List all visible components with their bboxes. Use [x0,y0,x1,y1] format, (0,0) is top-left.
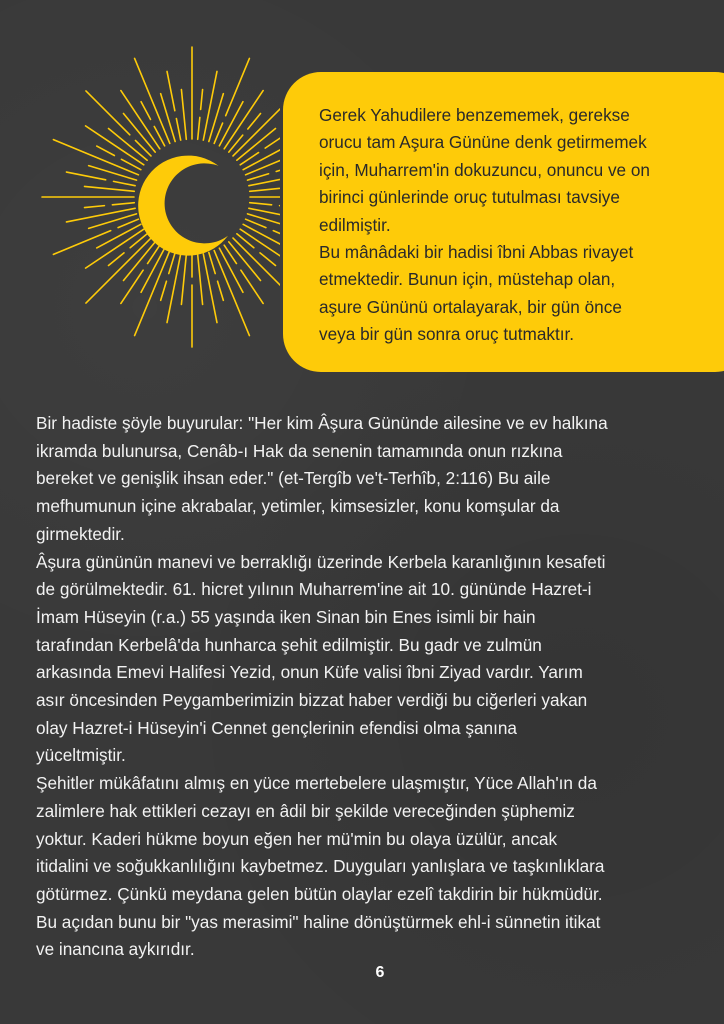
sun-ray [135,140,151,156]
sun-ray [248,114,261,129]
sun-ray [97,146,115,155]
sun-ray [226,58,250,115]
sun-ray [141,102,150,120]
sun-ray [85,206,105,208]
sun-ray [250,203,272,205]
sun-ray [241,270,263,303]
sun-ray [112,203,134,205]
sun-ray [203,71,217,140]
sun-ray [198,117,200,139]
sun-ray [86,126,144,165]
sun-ray [265,126,280,148]
sun-ray [214,123,222,143]
sun-ray [250,186,280,191]
sun-ray [224,91,263,149]
crescent-moon-icon [138,156,228,256]
sun-ray [169,253,175,274]
sun-ray [276,166,280,172]
callout-box [283,72,724,372]
sun-ray [167,71,175,110]
callout-text: Gerek Yahudilere benzememek, gerekse orucu tam Aşura Gününe denk getirmemek için, Muharrem'in dokuzuncu, onuncu ve on birinci günlerinde oruç tutulması tavsiye edilmiştir. Bu mânâdaki bir hadisi îbni Abbas rivayet etmektedir. Bunun için, müstehap olan, aşure Gününü ortalayarak, bir gün önce veya bir gün sonra oruç tutmaktır. [319,105,650,345]
sun-ray [214,251,249,336]
sun-ray [209,253,215,274]
sun-ray [135,251,170,336]
sun-ray [66,172,105,180]
sun-ray [86,238,151,303]
sun-ray [176,119,180,141]
sun-ray [181,255,186,305]
sun-ray [248,174,269,180]
sun-ray [260,253,275,266]
sun-ray [121,91,160,149]
sun-ray [85,186,135,191]
sun-ray [135,58,170,143]
sun-ray [53,231,110,255]
page-number: 6 [375,964,385,981]
sun-ray [86,229,144,268]
sun-ray [203,254,217,323]
sun-ray [161,281,167,300]
sun-ray [246,219,266,227]
sun-ray [118,219,138,227]
sun-ray [198,255,203,305]
sun-ray [167,254,181,323]
body-text: Bir hadiste şöyle buyurular: "Her kim Âşura Gününde ailesine ve ev halkına ikramda bulunursa, Cenâb-ı Hak da senenin tamamında onun rızkına bereket ve genişlik ihsan eder." (et-Tergîb ve't-Terhîb, 2:116) Bu aile mefhumunun içine akrabalar, yetimler, kimsesizler, konu komşular da girmektedir. Âşura gününün manevi ve berraklığı üzerinde Kerbela karanlığının kesafeti de görülmektedir. 61. hicret yılının Muharrem'ine ait 10. gününde Hazret-i İmam Hüseyin (r.a.) 55 yaşında iken Sinan bin Enes isimli bir hain tarafından Kerbelâ'da hunharca şehit edilmiştir. Bu gadr ve zulmün arkasında Emevi Halifesi Yezid, onun Küfe valisi îbni Ziyad vardır. Yarım asır öncesinden Peygamberimizin bizzat haber verdiği bu ciğerleri yakan olay Hazret-i Hüseyin'i Cennet gençlerinin efendisi olma şanına yüceltmiştir. Şehitler mükâfatını almış en yüce mertebelere ulaşmıştır, Yüce Allah'ın da zalimlere hak ettikleri cezayı en âdil bir şekilde vereceğinden şüphemiz yoktur. Kaderi hükme boyun eğen her mü'min bu olaya üzülür, ancak itidalini ve soğukkanlılığını kaybetmez. Duyguları yanlışlara ve taşkınlıklara götürmez. Çünkü meydana gelen bütün olaylar ezelî takdirin bir hükmüdür. Bu açıdan bunu bir "yas merasimi" haline dönüştürmek ehl-i sünnetin itikat ve inancına aykırıdır. [36,413,608,960]
sun-ray [181,90,186,140]
sun-ray [53,140,138,175]
sun-ray [218,281,224,300]
sun-ray [66,208,135,222]
sun-ray [109,253,124,266]
crescent-moon-sunburst-icon [20,25,280,365]
sun-ray [121,270,143,303]
sun-ray [114,181,136,185]
sun-ray [201,90,203,110]
